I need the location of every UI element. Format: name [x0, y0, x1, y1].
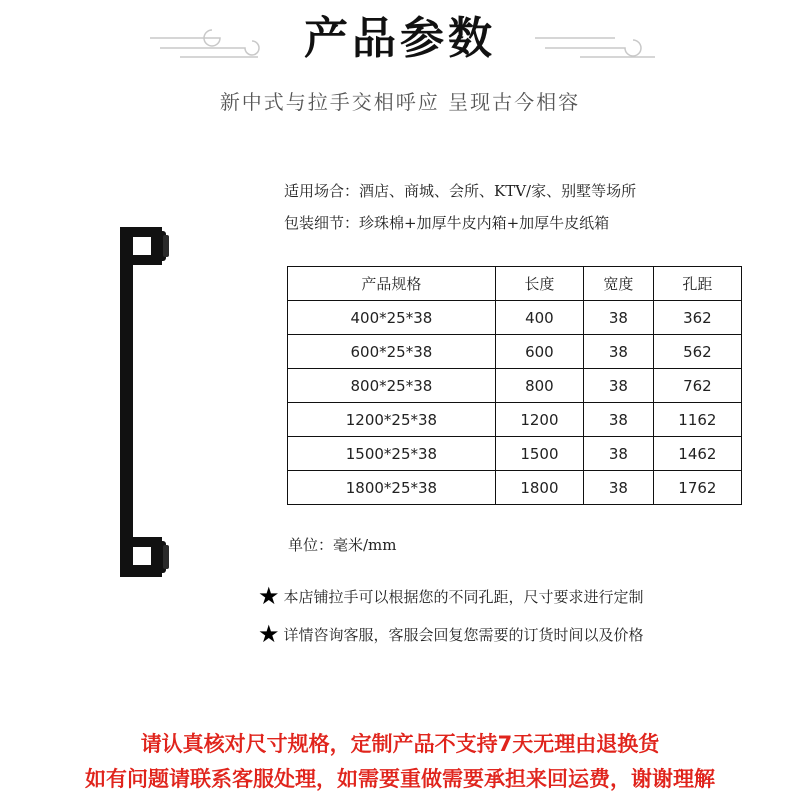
table-row — [288, 335, 742, 369]
cell-spec: 800*25*38 — [288, 369, 496, 403]
cell-spec: 1800*25*38 — [288, 471, 496, 505]
warning-line-1: 请认真核对尺寸规格，定制产品不支持7天无理由退换货 — [140, 732, 660, 756]
cell-width: 38 — [584, 301, 654, 335]
cell-hole-distance: 562 — [653, 335, 741, 369]
packaging-text: 包装细节：珍珠棉+加厚牛皮内箱+加厚牛皮纸箱 — [284, 214, 610, 232]
cell-spec: 1500*25*38 — [288, 437, 496, 471]
note-contact-service — [258, 622, 644, 646]
cell-hole-distance: 1462 — [653, 437, 741, 471]
cell-spec: 600*25*38 — [288, 335, 496, 369]
page-title: 产品参数 — [304, 13, 496, 64]
spec-table — [287, 266, 742, 505]
cell-width: 38 — [584, 403, 654, 437]
page-subtitle: 新中式与拉手交相呼应 呈现古今相容 — [219, 90, 581, 114]
cell-hole-distance: 762 — [653, 369, 741, 403]
note-text: 详情咨询客服，客服会回复您需要的订货时间以及价格 — [283, 625, 644, 644]
cell-length: 400 — [495, 301, 583, 335]
cell-spec: 400*25*38 — [288, 301, 496, 335]
cell-length: 600 — [495, 335, 583, 369]
cell-width: 38 — [584, 369, 654, 403]
table-row — [288, 301, 742, 335]
warning-line-2: 如有问题请联系客服处理，如需要重做需要承担来回运费，谢谢理解 — [85, 767, 715, 791]
col-header-width: 宽度 — [584, 267, 654, 301]
cell-width: 38 — [584, 437, 654, 471]
cell-length: 1500 — [495, 437, 583, 471]
cell-spec: 1200*25*38 — [288, 403, 496, 437]
table-row — [288, 369, 742, 403]
star-icon: ★ — [258, 620, 280, 648]
col-header-length: 长度 — [495, 267, 583, 301]
cell-length: 1200 — [495, 403, 583, 437]
table-row — [288, 403, 742, 437]
venues-text: 适用场合：酒店、商城、会所、KTV/家、别墅等场所 — [284, 182, 637, 200]
col-header-spec: 产品规格 — [288, 267, 496, 301]
cell-length: 1800 — [495, 471, 583, 505]
cell-width: 38 — [584, 471, 654, 505]
cloud-line-decoration-right — [535, 24, 655, 64]
table-header-row — [288, 267, 742, 301]
unit-label: 单位：毫米/mm — [288, 536, 397, 554]
note-text: 本店铺拉手可以根据您的不同孔距，尺寸要求进行定制 — [283, 587, 644, 606]
star-icon: ★ — [258, 582, 280, 610]
cell-hole-distance: 362 — [653, 301, 741, 335]
table-row — [288, 437, 742, 471]
cell-length: 800 — [495, 369, 583, 403]
cell-hole-distance: 1162 — [653, 403, 741, 437]
table-row — [288, 471, 742, 505]
cell-width: 38 — [584, 335, 654, 369]
note-custom-size — [258, 584, 644, 608]
door-handle-product-image — [100, 215, 180, 585]
col-header-hole-distance: 孔距 — [653, 267, 741, 301]
cell-hole-distance: 1762 — [653, 471, 741, 505]
